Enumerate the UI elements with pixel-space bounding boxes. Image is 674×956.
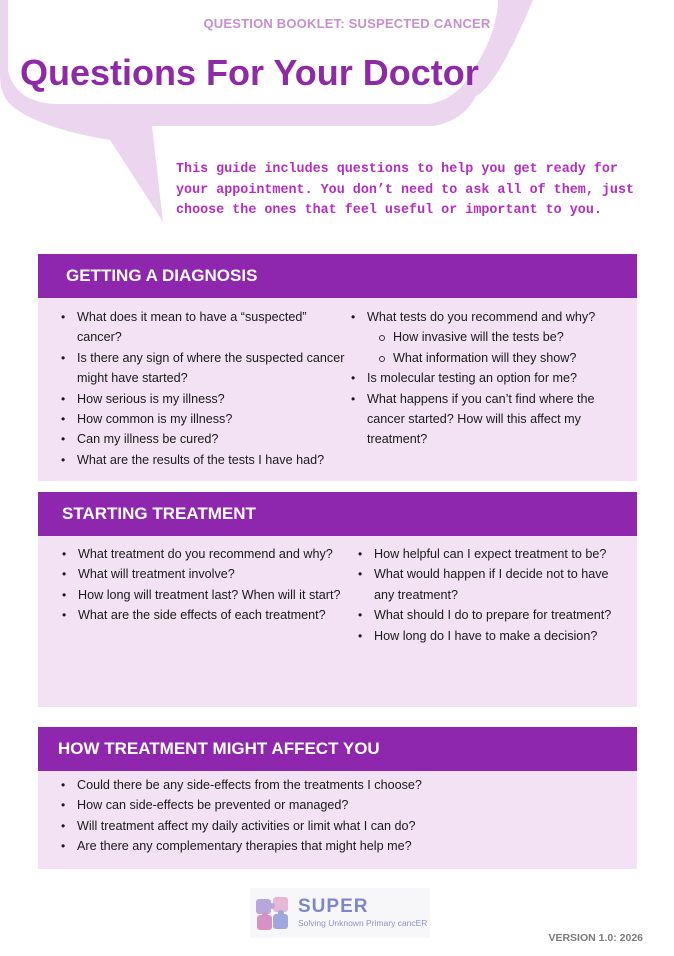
logo-name: SUPER bbox=[298, 896, 369, 917]
left-column bbox=[59, 307, 349, 470]
section-heading: STARTING TREATMENT bbox=[38, 492, 637, 536]
puzzle-logo-icon bbox=[254, 893, 292, 933]
booklet-label: QUESTION BOOKLET: SUSPECTED CANCER bbox=[203, 16, 491, 31]
logo-tagline: Solving Unknown Primary cancER bbox=[298, 918, 428, 928]
section-how-treatment-might-affect-you bbox=[38, 727, 637, 869]
list-item: • How common is my illness? bbox=[59, 409, 349, 429]
list-column bbox=[59, 775, 627, 857]
list-item: • Could there be any side-effects from the treatments I choose? bbox=[59, 775, 627, 795]
version-label: VERSION 1.0: 2026 bbox=[548, 932, 643, 944]
section-heading: GETTING A DIAGNOSIS bbox=[38, 254, 637, 298]
list-item: • What happens if you can’t find where the cancer started? How will this affect my treatment? bbox=[349, 389, 627, 450]
section-getting-a-diagnosis bbox=[38, 254, 637, 481]
list-item: • Is molecular testing an option for me? bbox=[349, 368, 627, 388]
list-item: • How serious is my illness? bbox=[59, 389, 349, 409]
list-item: • Can my illness be cured? bbox=[59, 429, 349, 449]
intro-text: This guide includes questions to help you get ready for your appointment. You don’t need to ask all of them, just choose the ones that feel useful or important to you. bbox=[176, 162, 635, 218]
list-item: • What are the side effects of each treatment? bbox=[60, 605, 356, 625]
list-item: • How can side-effects be prevented or managed? bbox=[59, 795, 627, 815]
list-item: • How long do I have to make a decision? bbox=[356, 626, 627, 646]
list-item-text: What tests do you recommend and why? bbox=[367, 310, 596, 324]
right-column bbox=[356, 544, 627, 646]
section-heading: HOW TREATMENT MIGHT AFFECT YOU bbox=[38, 727, 637, 771]
list-item: • What are the results of the tests I have had? bbox=[59, 450, 349, 470]
list-item: • Will treatment affect my daily activities or limit what I can do? bbox=[59, 816, 627, 836]
list-item: • How long will treatment last? When will it start? bbox=[60, 585, 356, 605]
list-item: • What treatment do you recommend and why? bbox=[60, 544, 356, 564]
left-column bbox=[60, 544, 356, 646]
sub-list-item: How invasive will the tests be? bbox=[367, 327, 627, 347]
sub-list-item: What information will they show? bbox=[367, 348, 627, 368]
list-item: • What should I do to prepare for treatment? bbox=[356, 605, 627, 625]
list-item: • What does it mean to have a “suspected” cancer? bbox=[59, 307, 349, 348]
list-item: • What would happen if I decide not to have any treatment? bbox=[356, 564, 627, 605]
list-item: • What will treatment involve? bbox=[60, 564, 356, 584]
list-item bbox=[349, 307, 627, 368]
super-logo bbox=[250, 888, 430, 938]
list-item: • Are there any complementary therapies that might help me? bbox=[59, 836, 627, 856]
section-starting-treatment bbox=[38, 492, 637, 707]
page-title: Questions For Your Doctor bbox=[20, 52, 479, 93]
list-item: • Is there any sign of where the suspected cancer might have started? bbox=[59, 348, 349, 389]
right-column bbox=[349, 307, 627, 470]
list-item: • How helpful can I expect treatment to be? bbox=[356, 544, 627, 564]
